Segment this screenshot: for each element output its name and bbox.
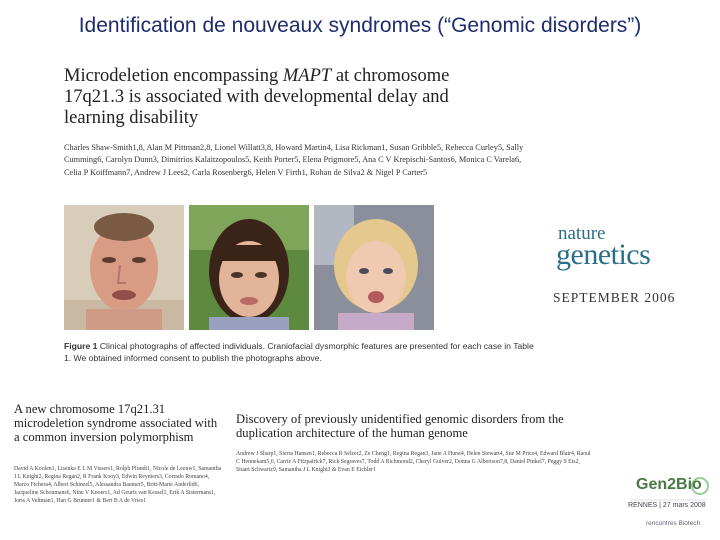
paper2-title: A new chromosome 17q21.31 microdeletion syndrome associated with a common inversion polymorphism — [14, 402, 218, 444]
logo-sub-text: RENNES | 27 mars 2008 — [628, 502, 706, 509]
main-paper-authors: Charles Shaw-Smith1,8, Alan M Pittman2,8, Lionel Willatt3,8, Howard Martin4, Lisa Rickman1, Susan Gribble5, Rebecca Curley5, Sally Cumming6, Carolyn Dunn3, Dimitrios Kalaitzopoulos5, Keith Porter5, Elena Prigmore5, Ana C V Krepischi-Santos6, Monica C Varela6, Celia P Koiffmann7, Andrew J Lees2, Carla Rosenberg6, Helen V Firth1, Rohan de Silva2 & Nigel P Carter5 — [64, 143, 524, 177]
slide-title: Identification de nouveaux syndromes (“Genomic disorders”) — [78, 14, 642, 37]
patient-photo-1 — [64, 205, 184, 330]
main-title-gene: MAPT — [282, 66, 332, 86]
main-paper-title — [64, 66, 504, 129]
main-title-post: at chromosome 17q21.3 is associated with developmental delay and learning disability — [64, 66, 450, 128]
journal-name-line2: genetics — [556, 238, 651, 271]
patient-photo-2 — [189, 205, 309, 330]
main-title-pre: Microdeletion encompassing — [64, 66, 283, 86]
journal-date: SEPTEMBER 2006 — [553, 290, 676, 305]
paper3-authors: Andrew J Sharp1, Sierra Hansen1, Rebecca R Selzer2, Ze Cheng1, Regina Regan3, Jane A Hurst4, Helen Stewart4, Sue M Price4, Edward Blair4, Raoul C Hennekam5,6, Carrie A Fitzpatrick7, Rick Segraves7, Todd A Richmond2, Cheryl Guiver2, Donna G Albertson7,8, Daniel Pinkel7, Peggy S Eis2, Stuart Schwartz9, Samantha J L Knight3 & Evan E Eichler1 — [236, 451, 591, 473]
paper2-authors: David A Koolen1, Lisenka E L M Vissers1, Rolph Pfundt1, Nicole de Leeuw1, Samantha J L Knight2, Regina Regan2, R Frank Kooy3, Edwin Reyniers3, Corrado Romano4, Marco Fichera4, Albert Schinzel5, Alessandra Baumer5, Britt-Marie Anderlid6, Jacqueline Schoumans6, Nine V Knoers1, Ad Geurts van Kessel1, Erik A Sistermans1, Joris A Veltman1, Han G Brunner1 & Bert B A de Vries1 — [14, 466, 222, 504]
logo-rencontres-text: rencontres Biotech — [646, 520, 701, 527]
paper3-title: Discovery of previously unidentified genomic disorders from the duplication architecture of the human genome — [236, 412, 564, 440]
figure-caption-text: Clinical photographs of affected individuals. Craniofacial dysmorphic features are presented for each case in Table 1. We obtained informed consent to publish the photographs above. — [64, 341, 534, 363]
journal-name-line1: nature — [558, 223, 606, 244]
figure-caption — [64, 340, 534, 364]
gen2bio-logo — [622, 472, 714, 536]
logo-gen-text: Gen2Bio — [636, 476, 702, 493]
patient-photo-3 — [314, 205, 434, 330]
figure-label: Figure 1 — [64, 341, 98, 351]
